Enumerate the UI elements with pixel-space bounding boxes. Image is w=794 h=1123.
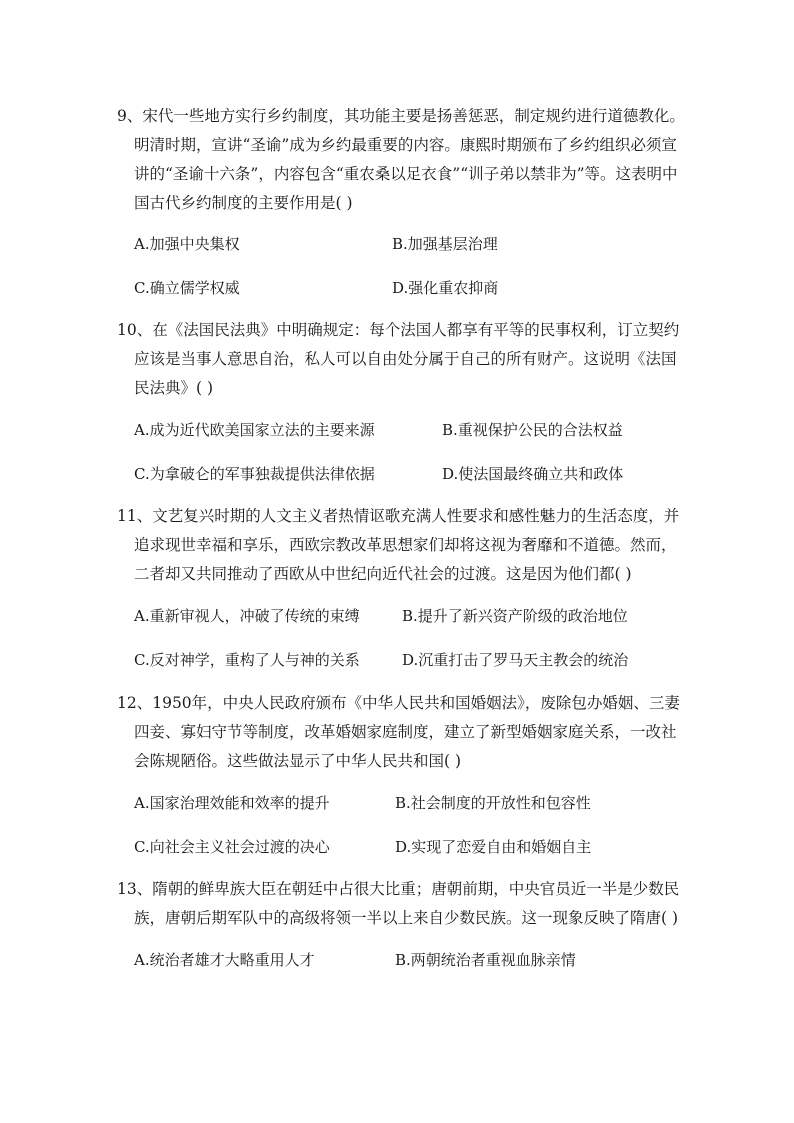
question-12: [117, 689, 687, 880]
options: [117, 463, 687, 507]
question-stem: 13、隋朝的鲜卑族大臣在朝廷中占很大比重；唐朝前期，中央官员近一半是少数民族，唐朝后期军队中的高级将领一半以上来自少数民族。这一现象反映了隋唐( ): [117, 880, 680, 927]
question-13: [117, 875, 687, 993]
options: [117, 792, 687, 836]
options: [117, 836, 687, 880]
question-stem: 9、宋代一些地方实行乡约制度，其功能主要是扬善惩恶，制定规约进行道德教化。明清时期，宣讲“圣谕”成为乡约最重要的内容。康熙时期颁布了乡约组织必须宣讲的“圣谕十六条”，内容包含“重农桑以足衣食”“训子弟以禁非为”等。这表明中国古代乡约制度的主要作用是( ): [117, 107, 685, 212]
option-a[interactable]: A.国家治理效能和效率的提升: [134, 794, 330, 812]
options: [117, 949, 687, 993]
option-d[interactable]: D.沉重打击了罗马天主教会的统治: [402, 651, 629, 669]
question-9: [117, 102, 687, 321]
option-c[interactable]: C.反对神学，重构了人与神的关系: [134, 651, 360, 669]
option-a[interactable]: A.加强中央集权: [134, 235, 240, 253]
option-b[interactable]: B.两朝统治者重视血脉亲情: [395, 951, 576, 969]
question-stem: 11、文艺复兴时期的人文主义者热情讴歌充满人性要求和感性魅力的生活态度，并追求现世幸福和享乐，西欧宗教改革思想家们却将这视为奢靡和不道德。然而，二者却又共同推动了西欧从中世纪向近代社会的过渡。这是因为他们都( ): [117, 507, 680, 583]
option-a[interactable]: A.重新审视人，冲破了传统的束缚: [134, 607, 360, 625]
option-b[interactable]: B.重视保护公民的合法权益: [442, 421, 623, 439]
option-a[interactable]: A.成为近代欧美国家立法的主要来源: [134, 421, 375, 439]
options: [117, 605, 687, 649]
option-b[interactable]: B.提升了新兴资产阶级的政治地位: [402, 607, 628, 625]
question-11: [117, 502, 687, 693]
option-a[interactable]: A.统治者雄才大略重用人才: [134, 951, 315, 969]
option-c[interactable]: C.向社会主义社会过渡的决心: [134, 838, 330, 856]
option-c[interactable]: C.为拿破仑的军事独裁提供法律依据: [134, 465, 375, 483]
question-stem: 12、1950年，中央人民政府颁布《中华人民共和国婚姻法》，废除包办婚姻、三妻四妾、寡妇守节等制度，改革婚姻家庭制度，建立了新型婚姻家庭关系，一改社会陈规陋俗。这些做法显示了中华人民共和国( ): [117, 694, 680, 770]
option-d[interactable]: D.使法国最终确立共和政体: [442, 465, 624, 483]
option-d[interactable]: D.强化重农抑商: [392, 279, 499, 297]
option-d[interactable]: D.实现了恋爱自由和婚姻自主: [395, 838, 592, 856]
option-b[interactable]: B.社会制度的开放性和包容性: [395, 794, 591, 812]
question-10: [117, 316, 687, 507]
option-c[interactable]: C.确立儒学权威: [134, 279, 240, 297]
options: [117, 277, 687, 321]
options: [117, 233, 687, 277]
options: [117, 419, 687, 463]
option-b[interactable]: B.加强基层治理: [392, 235, 498, 253]
question-stem: 10、在《法国民法典》中明确规定：每个法国人都享有平等的民事权利，订立契约应该是当事人意思自治，私人可以自由处分属于自己的所有财产。这说明《法国民法典》( ): [117, 321, 680, 397]
options: [117, 649, 687, 693]
